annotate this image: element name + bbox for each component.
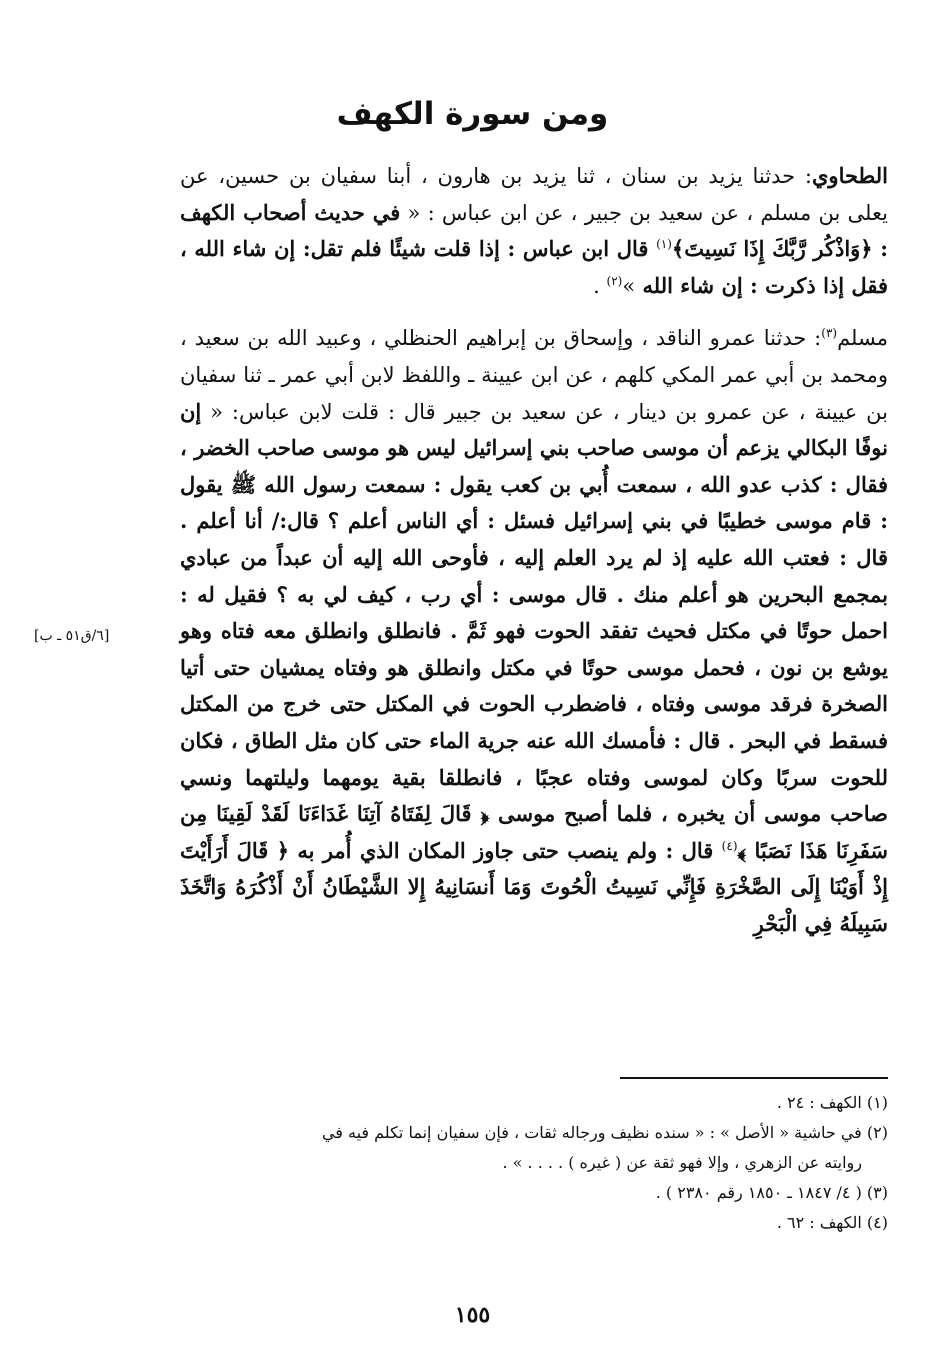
paragraph-muslim: [180, 320, 888, 942]
period: .: [593, 273, 607, 298]
source-name: الطحاوي: [812, 163, 888, 188]
hadith-text: إن نوفًا البكالي يزعم أن موسى صاحب بني إسرائيل ليس هو موسى صاحب الخضر ، فقال : كذب عدو الله ، سمعت أُبي بن كعب يقول : سمعت رسول الله ﷺ يقول : قام موسى خطيبًا في بني إسرائيل فسئل : أي الناس أعلم ؟ قال:/ أنا أعلم . قال : فعتب الله عليه إذ لم يرد العلم إليه ، فأوحى الله إليه أن عبداً من عبادي بمجمع البحرين هو أعلم منك . قال موسى : أي رب ، كيف لي به ؟ فقيل له : احمل حوتًا في مكتل فحيث تفقد الحوت فهو ثَمَّ . فانطلق وانطلق معه فتاه وهو يوشع بن نون ، فحمل موسى حوتًا في مكتل وانطلق هو وفتاه يمشيان حتى أتيا الصخرة فرقد موسى وفتاه ، فاضطرب الحوت في المكتل حتى خرج من المكتل فسقط في البحر . قال : فأمسك الله عنه جرية الماء حتى كان مثل الطاق ، فكان للحوت سربًا وكان لموسى وفتاه عجبًا ، فانطلقا بقية يومهما وليلتهما ونسي صاحب موسى أن يخبره ، فلما أصبح موسى ﴿ قَالَ لِفَتَاهُ آتِنَا غَدَاءَنَا لَقَدْ لَقِينَا مِن سَفَرِنَا هَذَا نَصَبًا ﴾: [180, 398, 888, 863]
footnote-1: (١) الكهف : ٢٤ .: [776, 1093, 888, 1112]
chapter-title: ومن سورة الكهف: [336, 96, 609, 132]
footnote-3: (٣) ( ٤/ ١٨٤٧ ـ ١٨٥٠ رقم ٢٣٨٠ ) .: [655, 1183, 888, 1202]
hadith-text: في حديث أصحاب الكهف: [180, 199, 401, 225]
source-name: مسلم: [837, 326, 888, 351]
main-text: [180, 158, 888, 942]
hadith-text: قال : ولم ينصب حتى جاوز المكان الذي أُمر به ﴿ قَالَ أَرَأَيْتَ إِذْ أَوَيْنَا إِلَى الصَّخْرَةِ فَإِنِّي نَسِيتُ الْحُوتَ وَمَا أَنسَانِيهُ إِلا الشَّيْطَانُ أَنْ أَذْكُرَهُ وَاتَّخَذَ سَبِيلَهُ فِي الْبَحْرِ: [180, 837, 888, 936]
isnad-text: : حدثنا عمرو الناقد ، وإسحاق بن إبراهيم الحنظلي ، وعبيد الله بن سعيد ، ومحمد بن أبي عمر المكي كلهم ، عن ابن عيينة ـ واللفظ لابن أبي عمر ـ ثنا سفيان بن عيينة ، عن عمرو بن دينار ، عن سعيد بن جبير قال : قلت لابن عباس: «: [180, 326, 888, 424]
paragraph-tahawi: [180, 158, 888, 304]
footnote-2-continued: روايته عن الزهري ، وإلا فهو ثقة عن ( غيره ) . . . . » .: [502, 1153, 862, 1172]
hadith-text: قال ابن عباس : إذا قلت شيئًا فلم تقل: إن شاء الله ، فقل إذا ذكرت : إن شاء الله: [180, 236, 888, 298]
footnote-divider: [620, 1077, 888, 1079]
footnotes: [180, 1088, 888, 1238]
manuscript-margin-note: [٦/ق٥١ ـ ب]: [34, 628, 110, 644]
quran-quote: : ﴿وَاذْكُر رَّبَّكَ إِذَا نَسِيتَ﴾: [671, 236, 888, 262]
page-number: ١٥٥: [454, 1302, 491, 1328]
footnote-2: (٢) في حاشية « الأصل » : « سنده نظيف ورجاله ثقات ، فإن سفيان إنما تكلم فيه في: [321, 1123, 888, 1142]
quote-close: »: [622, 273, 636, 298]
footnote-4: (٤) الكهف : ٦٢ .: [776, 1213, 888, 1232]
footnote-ref-1: (١): [656, 237, 672, 252]
footnote-ref-4: (٤): [721, 838, 738, 853]
footnote-ref-3: (٣): [821, 326, 838, 341]
footnote-ref-2: (٢): [606, 273, 623, 288]
isnad-text: : حدثنا يزيد بن سنان ، ثنا يزيد بن هارون ، أبنا سفيان بن حسين، عن يعلى بن مسلم ، عن سعيد بن جبير ، عن ابن عباس : «: [180, 164, 888, 225]
